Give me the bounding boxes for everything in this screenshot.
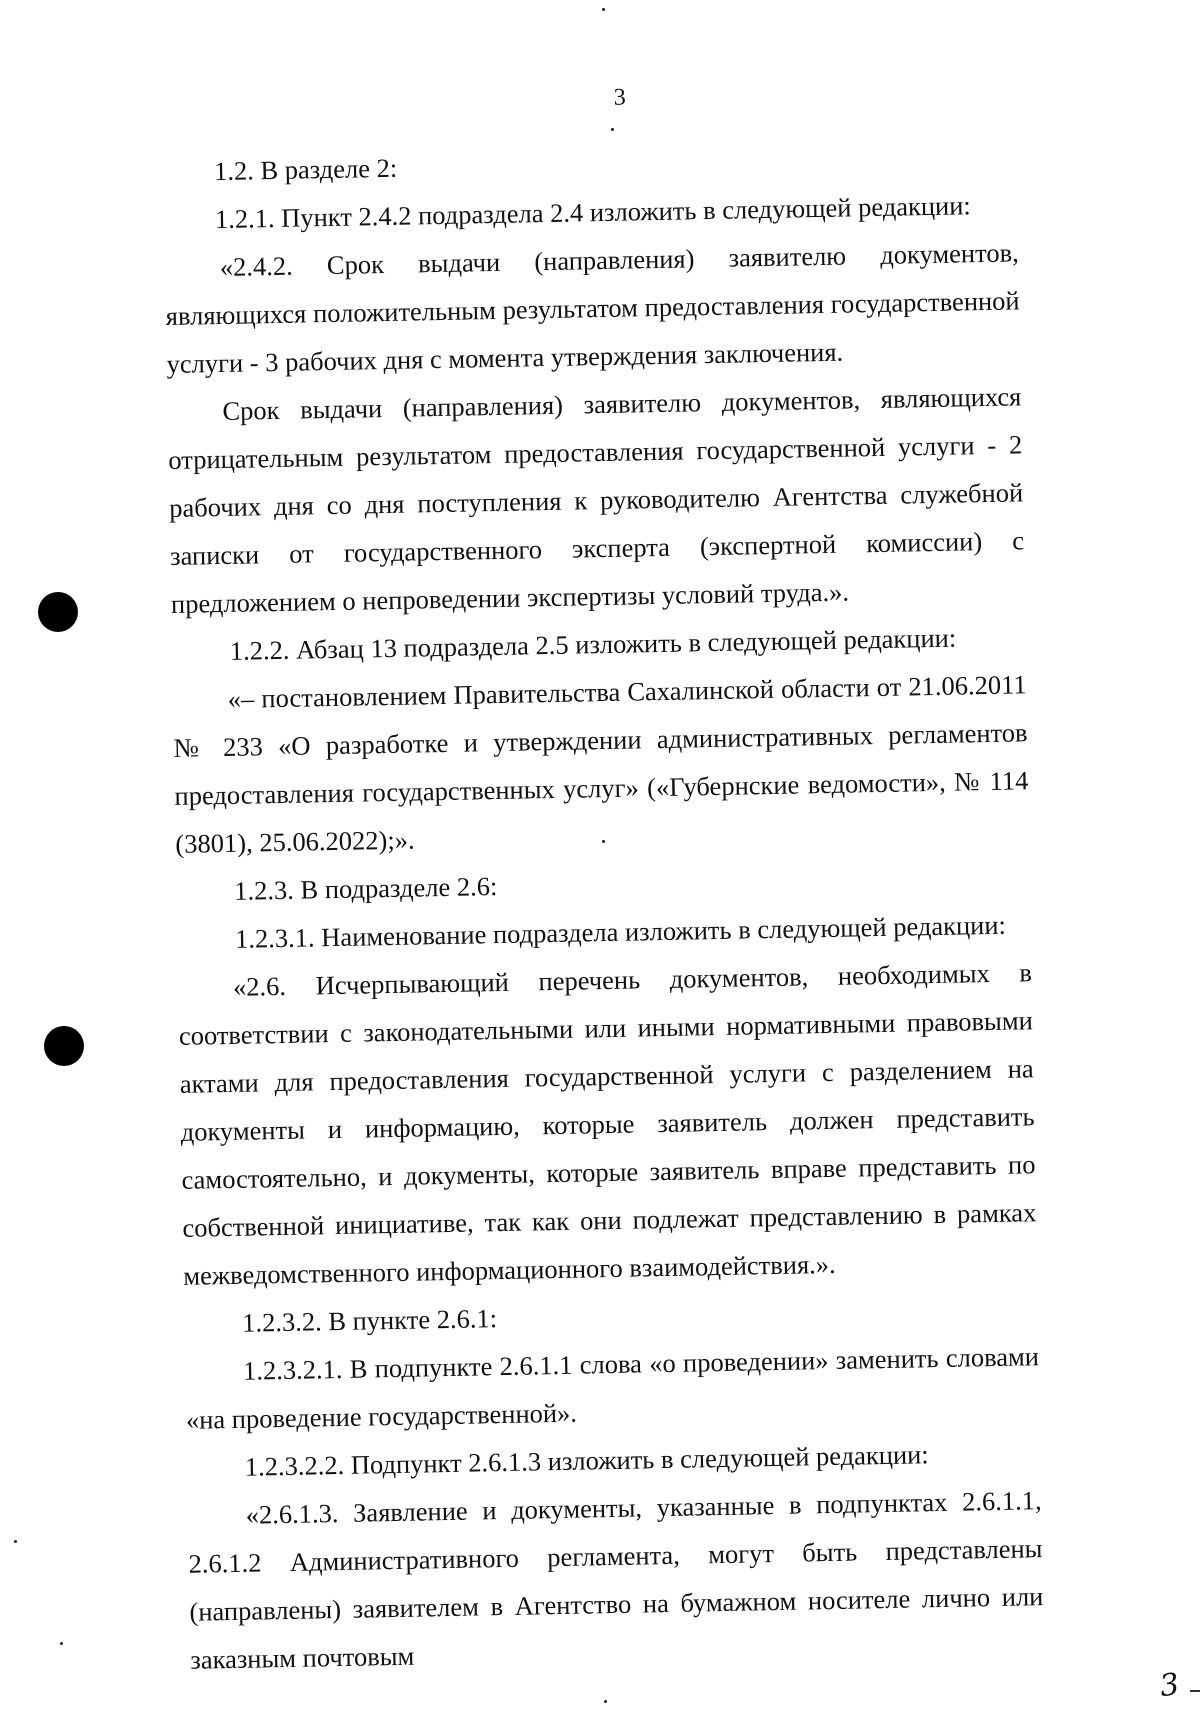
paragraph-resolution-233: «– постановлением Правительства Сахалинской области от 21.06.2011 № 233 «О разработке и утверждении административных регламентов предоставления государственных услуг» («Губернские ведомости», № 114 (3801), 25.06.2022);». — [173, 669, 1029, 859]
paragraph-1-2-2: 1.2.2. Абзац 13 подраздела 2.5 изложить в следующей редакции: — [229, 622, 957, 666]
paragraph-negative-result: Срок выдачи (направления) заявителю документов, являющихся отрицательным результатом предоставления государственной услуги - 2 рабочих дня со дня поступления к руководителю Агентства служебной записки от государственного эксперта (экспертной комиссии) с предложением о непроведении экспертизы условий труда.». — [168, 381, 1025, 619]
paragraph-1-2-3-2: 1.2.3.2. В пункте 2.6.1: — [241, 1303, 498, 1338]
scan-speck — [602, 8, 605, 11]
handwritten-mark-tail — [1190, 1690, 1200, 1692]
scan-speck — [604, 1700, 607, 1703]
punch-hole-top — [38, 592, 78, 632]
paragraph-1-2-3: 1.2.3. В подразделе 2.6: — [233, 871, 498, 906]
paragraph-1-2-3-1: 1.2.3.1. Наименование подраздела изложить в следующей редакции: — [234, 909, 1007, 954]
page-number: 3 — [613, 84, 627, 111]
punch-hole-bottom — [44, 1026, 84, 1066]
paragraph-1-2: 1.2. В разделе 2: — [213, 152, 398, 187]
scan-speck — [611, 128, 614, 131]
scan-speck — [14, 1540, 17, 1543]
paragraph-1-2-1: 1.2.1. Пункт 2.4.2 подраздела 2.4 изложить в следующей редакции: — [214, 190, 972, 235]
paragraph-1-2-3-2-2: 1.2.3.2.2. Подпункт 2.6.1.3 изложить в следующей редакции: — [244, 1439, 929, 1482]
scan-speck — [60, 1642, 63, 1645]
scan-speck — [602, 840, 605, 843]
paragraph-2-6: «2.6. Исчерпывающий перечень документов, необходимых в соответствии с законодательными или иными нормативными правовыми актами для предоставления государственной услуги с разделением на документы и информацию, которые заявитель должен представить самостоятельно, и документы, которые заявитель вправе представить по собственной инициативе, так как они подлежат представлению в рамках межведомственного информационного взаимодействия.». — [178, 957, 1037, 1291]
paragraph-1-2-3-2-1: 1.2.3.2.1. В подпункте 2.6.1.1 слова «о проведении» заменить словами «на проведение государственной». — [185, 1341, 1040, 1435]
paragraph-2-4-2: «2.4.2. Срок выдачи (направления) заявителю документов, являющихся положительным результатом предоставления государственной услуги - 3 рабочих дня с момента утверждения заключения. — [165, 237, 1020, 380]
handwritten-page-mark: 3 — [1157, 1666, 1182, 1705]
paragraph-2-6-1-3: «2.6.1.3. Заявление и документы, указанные в подпунктах 2.6.1.1, 2.6.1.2 Административного регламента, могут быть представлены (направлены) заявителем в Агентство на бумажном носителе лично или заказным почтовым — [188, 1485, 1044, 1675]
